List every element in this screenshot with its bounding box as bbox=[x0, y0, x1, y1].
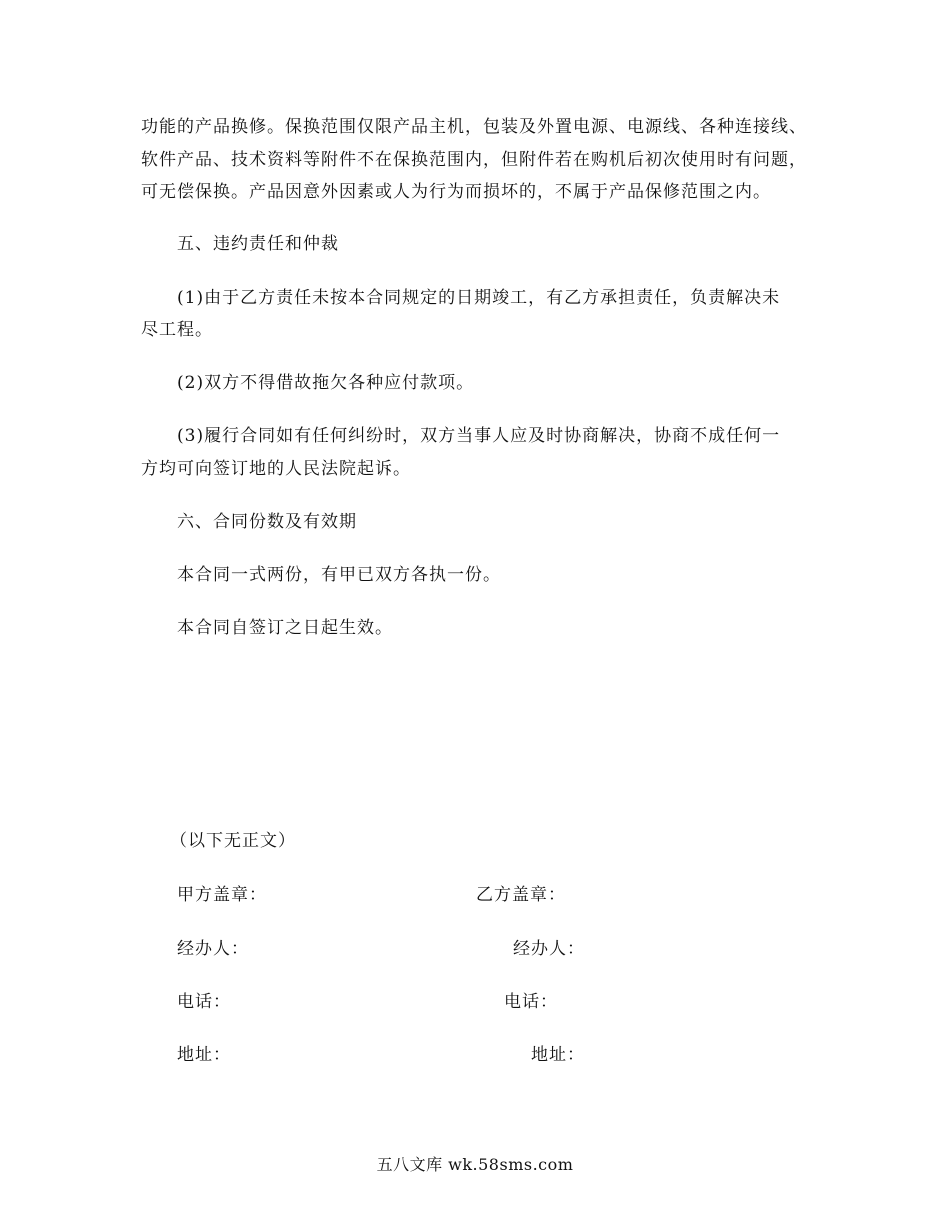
section5-heading: 五、违约责任和仲裁 bbox=[177, 234, 339, 254]
no-text-below-note: （以下无正文） bbox=[170, 831, 296, 851]
item1-line1: (1)由于乙方责任未按本合同规定的日期竣工，有乙方承担责任，负责解决未 bbox=[177, 288, 781, 308]
party-b-address-label: 地址： bbox=[531, 1045, 585, 1065]
item1-line2: 尽工程。 bbox=[141, 320, 213, 340]
party-b-seal-label: 乙方盖章： bbox=[476, 885, 566, 905]
effective-text: 本合同自签订之日起生效。 bbox=[177, 618, 393, 638]
para1-line2: 软件产品、技术资料等附件不在保换范围内，但附件若在购机后初次使用时有问题， bbox=[141, 150, 807, 170]
party-a-agent-label: 经办人： bbox=[177, 939, 249, 959]
footer-watermark-text: 五八文库 wk.58sms.com bbox=[376, 1155, 574, 1174]
party-a-seal-label: 甲方盖章： bbox=[177, 885, 267, 905]
party-b-phone-label: 电话： bbox=[504, 992, 558, 1012]
item3-line2: 方均可向签订地的人民法院起诉。 bbox=[141, 459, 411, 479]
item2-text: (2)双方不得借故拖欠各种应付款项。 bbox=[177, 373, 475, 393]
party-a-address-label: 地址： bbox=[177, 1045, 231, 1065]
item3-line1: (3)履行合同如有任何纠纷时，双方当事人应及时协商解决，协商不成任何一 bbox=[177, 426, 781, 446]
party-b-agent-label: 经办人： bbox=[513, 939, 585, 959]
section6-heading: 六、合同份数及有效期 bbox=[177, 512, 357, 532]
para1-line1: 功能的产品换修。保换范围仅限产品主机，包装及外置电源、电源线、各种连接线、 bbox=[141, 117, 807, 137]
copies-text: 本合同一式两份，有甲已双方各执一份。 bbox=[177, 565, 501, 585]
party-a-phone-label: 电话： bbox=[177, 992, 231, 1012]
para1-line3: 可无偿保换。产品因意外因素或人为行为而损坏的，不属于产品保修范围之内。 bbox=[141, 182, 771, 202]
